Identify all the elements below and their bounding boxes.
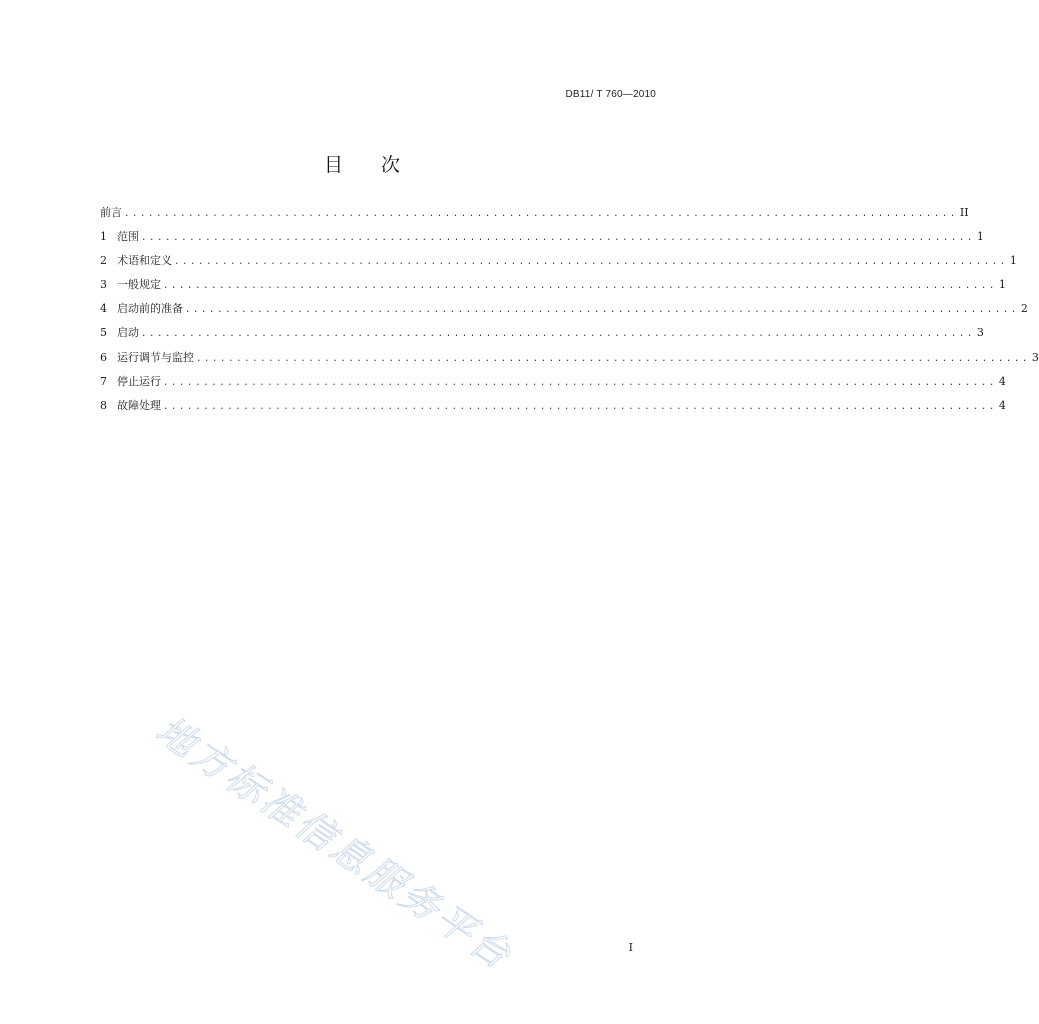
toc-dot-leader: ........................................................................................................ [185,305,1019,316]
toc-entry-6[interactable] [100,349,1039,373]
toc-entry-number: 7 [100,374,107,388]
toc-entry-1[interactable] [100,228,984,252]
toc-entry-title: 启动前的准备 [117,302,183,316]
toc-entry-page: 2 [1020,302,1028,316]
toc-entry-title: 术语和定义 [117,254,172,268]
toc-entry-number: 6 [100,350,107,364]
watermark: 地方标准信息服务平台 [148,707,522,979]
toc-entry-3[interactable] [100,276,1006,300]
toc-entry-4[interactable] [100,300,1028,324]
toc-dot-leader: ........................................................................................................ [124,209,958,219]
toc-dot-leader: ........................................................................................................ [163,377,997,388]
toc-entry-title: 前言 [100,206,122,219]
toc-entry-8[interactable] [100,397,1006,421]
toc-entry-7[interactable] [100,373,1006,397]
table-of-contents [100,204,1039,421]
toc-entry-title: 停止运行 [117,374,161,388]
toc-entry-number: 8 [100,398,107,412]
toc-entry-page: II [959,206,969,219]
toc-entry-title: 启动 [117,326,139,340]
toc-entry-title: 一般规定 [117,278,161,292]
document-code: DB11/ T 760—2010 [565,89,656,100]
toc-entry-title: 运行调节与监控 [117,350,194,364]
title-part-1: 目 [323,154,343,176]
toc-entry-page: 4 [998,398,1006,412]
toc-entry-foreword[interactable] [100,204,969,228]
toc-dot-leader: ........................................................................................................ [163,281,997,292]
toc-entry-title: 故障处理 [117,398,161,412]
title-part-2: 次 [381,154,401,176]
toc-entry-5[interactable] [100,324,984,348]
toc-entry-number: 2 [100,254,107,268]
toc-entry-number: 3 [100,278,107,292]
toc-entry-2[interactable] [100,252,1017,276]
toc-entry-page: 4 [998,374,1006,388]
toc-dot-leader: ........................................................................................................ [141,329,975,340]
toc-dot-leader: ........................................................................................................ [141,233,975,244]
toc-dot-leader: ........................................................................................................ [163,401,997,412]
toc-entry-number: 5 [100,326,107,340]
toc-entry-number: 1 [100,230,107,244]
toc-entry-title: 范围 [117,230,139,244]
toc-entry-page: 3 [1031,350,1039,364]
toc-entry-number: 4 [100,302,107,316]
toc-entry-page: 3 [976,326,984,340]
page-number: I [628,941,633,954]
page-title [0,150,724,177]
toc-entry-page: 1 [976,230,984,244]
toc-dot-leader: ........................................................................................................ [174,257,1008,268]
toc-entry-page: 1 [1009,254,1017,268]
toc-entry-page: 1 [998,278,1006,292]
toc-dot-leader: ........................................................................................................ [196,353,1030,364]
